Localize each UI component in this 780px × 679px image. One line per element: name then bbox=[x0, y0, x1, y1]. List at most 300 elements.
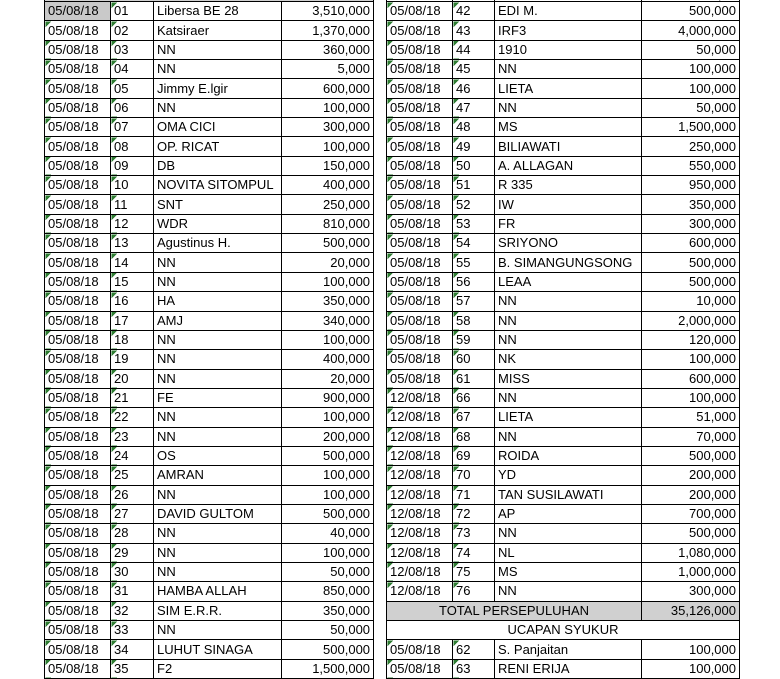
cell-name: DB bbox=[154, 156, 282, 175]
cell-name: NN bbox=[154, 350, 282, 369]
total-value: 35,126,000 bbox=[642, 601, 740, 620]
cell-no: 61 bbox=[453, 369, 495, 388]
cell-name: NN bbox=[495, 582, 642, 601]
total-label: TOTAL PERSEPULUHAN bbox=[387, 601, 642, 620]
cell-date: 05/08/18 bbox=[387, 214, 453, 233]
cell-no: 76 bbox=[453, 582, 495, 601]
cell-name: NN bbox=[154, 369, 282, 388]
cell-name: NN bbox=[495, 311, 642, 330]
cell-amount: 350,000 bbox=[282, 601, 374, 620]
cell-name: Libersa BE 28 bbox=[154, 2, 282, 21]
right-row bbox=[387, 350, 740, 369]
left-row bbox=[45, 543, 374, 562]
cell-date: 05/08/18 bbox=[45, 524, 111, 543]
cell-name: YD bbox=[495, 466, 642, 485]
cell-amount: 810,000 bbox=[282, 214, 374, 233]
cell-amount: 50,000 bbox=[282, 621, 374, 640]
cell-name: NN bbox=[154, 272, 282, 291]
left-row bbox=[45, 98, 374, 117]
right-row bbox=[387, 369, 740, 388]
cell-amount: 20,000 bbox=[282, 253, 374, 272]
right-row bbox=[387, 524, 740, 543]
cell-date: 12/08/18 bbox=[387, 562, 453, 581]
cell-name: NN bbox=[154, 60, 282, 79]
cell-amount: 360,000 bbox=[282, 40, 374, 59]
left-table bbox=[44, 0, 374, 679]
cell-no: 57 bbox=[453, 292, 495, 311]
cell-no: 20 bbox=[111, 369, 154, 388]
cell-amount: 100,000 bbox=[282, 137, 374, 156]
cell-name: NN bbox=[495, 427, 642, 446]
left-row bbox=[45, 485, 374, 504]
cell-date: 05/08/18 bbox=[45, 40, 111, 59]
cell-amount: 200,000 bbox=[282, 427, 374, 446]
cell-date: 05/08/18 bbox=[387, 98, 453, 117]
cell-no: 48 bbox=[453, 118, 495, 137]
left-row bbox=[45, 427, 374, 446]
cell-no: 75 bbox=[453, 562, 495, 581]
cell-amount: 1,000,000 bbox=[642, 562, 740, 581]
cell-name: DAVID GULTOM bbox=[154, 504, 282, 523]
cell-date: 05/08/18 bbox=[45, 485, 111, 504]
cell-date: 05/08/18 bbox=[387, 330, 453, 349]
cell-no: 59 bbox=[453, 330, 495, 349]
right-row bbox=[387, 446, 740, 465]
cell-no: 47 bbox=[453, 98, 495, 117]
cell-amount: 350,000 bbox=[642, 195, 740, 214]
cell-no: 50 bbox=[453, 156, 495, 175]
cell-amount: 120,000 bbox=[642, 330, 740, 349]
left-row bbox=[45, 466, 374, 485]
cell-no: 06 bbox=[111, 98, 154, 117]
cell-no: 32 bbox=[111, 601, 154, 620]
cell-amount: 2,000,000 bbox=[642, 311, 740, 330]
cell-name: IRF3 bbox=[495, 21, 642, 40]
cell-date: 05/08/18 bbox=[387, 40, 453, 59]
cell-name: LUHUT SINAGA bbox=[154, 640, 282, 659]
cell-amount: 100,000 bbox=[282, 330, 374, 349]
cell-name: NN bbox=[154, 621, 282, 640]
cell-name: NN bbox=[154, 543, 282, 562]
cell-name: LEAA bbox=[495, 272, 642, 291]
cell-date: 12/08/18 bbox=[387, 388, 453, 407]
cell-date: 05/08/18 bbox=[45, 253, 111, 272]
cell-no: 26 bbox=[111, 485, 154, 504]
cell-date: 05/08/18 bbox=[45, 214, 111, 233]
cell-amount: 500,000 bbox=[642, 524, 740, 543]
right-row bbox=[387, 466, 740, 485]
cell-date: 05/08/18 bbox=[45, 582, 111, 601]
cell-name: NN bbox=[495, 60, 642, 79]
cell-no: 30 bbox=[111, 562, 154, 581]
cell-name: S. Panjaitan bbox=[495, 640, 642, 659]
right-row bbox=[387, 543, 740, 562]
cell-no: 58 bbox=[453, 311, 495, 330]
cell-no: 43 bbox=[453, 21, 495, 40]
right-row bbox=[387, 214, 740, 233]
left-row bbox=[45, 504, 374, 523]
cell-date: 05/08/18 bbox=[45, 176, 111, 195]
cell-date: 05/08/18 bbox=[45, 79, 111, 98]
cell-date: 05/08/18 bbox=[45, 621, 111, 640]
cell-name: BILIAWATI bbox=[495, 137, 642, 156]
cell-name: EDI M. bbox=[495, 2, 642, 21]
cell-amount: 200,000 bbox=[642, 485, 740, 504]
cell-name: LIETA bbox=[495, 408, 642, 427]
cell-date: 05/08/18 bbox=[387, 350, 453, 369]
cell-date: 05/08/18 bbox=[45, 640, 111, 659]
cell-no: 17 bbox=[111, 311, 154, 330]
cell-amount: 300,000 bbox=[642, 582, 740, 601]
cell-amount: 550,000 bbox=[642, 156, 740, 175]
cell-no: 67 bbox=[453, 408, 495, 427]
cell-amount: 1,500,000 bbox=[642, 118, 740, 137]
cell-date: 05/08/18 bbox=[45, 118, 111, 137]
section-title-row bbox=[387, 621, 740, 640]
cell-amount: 1,080,000 bbox=[642, 543, 740, 562]
cell-name: ROIDA bbox=[495, 446, 642, 465]
cell-amount: 70,000 bbox=[642, 427, 740, 446]
cell-name: MISS bbox=[495, 369, 642, 388]
right-row bbox=[387, 388, 740, 407]
cell-name: AP bbox=[495, 504, 642, 523]
cell-no: 74 bbox=[453, 543, 495, 562]
cell-date: 05/08/18 bbox=[45, 427, 111, 446]
cell-amount: 500,000 bbox=[282, 446, 374, 465]
cell-no: 35 bbox=[111, 659, 154, 678]
left-row bbox=[45, 272, 374, 291]
cell-date: 05/08/18 bbox=[45, 137, 111, 156]
cell-date: 05/08/18 bbox=[45, 272, 111, 291]
right-row bbox=[387, 21, 740, 40]
cell-name: SNT bbox=[154, 195, 282, 214]
cell-date: 05/08/18 bbox=[45, 60, 111, 79]
right-row bbox=[387, 60, 740, 79]
cell-amount: 400,000 bbox=[282, 176, 374, 195]
cell-no: 68 bbox=[453, 427, 495, 446]
cell-name: IW bbox=[495, 195, 642, 214]
cell-date: 05/08/18 bbox=[45, 234, 111, 253]
cell-no: 13 bbox=[111, 234, 154, 253]
cell-date: 05/08/18 bbox=[45, 466, 111, 485]
cell-date: 05/08/18 bbox=[387, 659, 453, 678]
right-row bbox=[387, 582, 740, 601]
cell-amount: 50,000 bbox=[642, 40, 740, 59]
cell-name: OS bbox=[154, 446, 282, 465]
cell-no: 62 bbox=[453, 640, 495, 659]
cell-no: 21 bbox=[111, 388, 154, 407]
cell-name: NN bbox=[495, 98, 642, 117]
cell-date: 05/08/18 bbox=[45, 601, 111, 620]
cell-date: 12/08/18 bbox=[387, 543, 453, 562]
cell-no: 27 bbox=[111, 504, 154, 523]
right-row bbox=[387, 118, 740, 137]
right-row bbox=[387, 504, 740, 523]
cell-no: 66 bbox=[453, 388, 495, 407]
cell-name: A. ALLAGAN bbox=[495, 156, 642, 175]
cell-name: NN bbox=[154, 40, 282, 59]
right-row bbox=[387, 2, 740, 21]
right-row bbox=[387, 272, 740, 291]
left-row bbox=[45, 640, 374, 659]
cell-date: 05/08/18 bbox=[387, 272, 453, 291]
cell-date: 05/08/18 bbox=[45, 369, 111, 388]
cell-no: 28 bbox=[111, 524, 154, 543]
cell-no: 15 bbox=[111, 272, 154, 291]
cell-no: 45 bbox=[453, 60, 495, 79]
right-row bbox=[387, 485, 740, 504]
cell-name: NN bbox=[154, 485, 282, 504]
cell-amount: 100,000 bbox=[282, 543, 374, 562]
cell-date: 05/08/18 bbox=[387, 118, 453, 137]
cell-no: 69 bbox=[453, 446, 495, 465]
cell-amount: 500,000 bbox=[282, 640, 374, 659]
cell-amount: 20,000 bbox=[282, 369, 374, 388]
cell-date: 05/08/18 bbox=[387, 156, 453, 175]
cell-no: 08 bbox=[111, 137, 154, 156]
cell-amount: 600,000 bbox=[282, 79, 374, 98]
cell-amount: 50,000 bbox=[642, 98, 740, 117]
cell-name: MS bbox=[495, 562, 642, 581]
left-row bbox=[45, 234, 374, 253]
cell-name: NOVITA SITOMPUL bbox=[154, 176, 282, 195]
cell-no: 02 bbox=[111, 21, 154, 40]
cell-name: Jimmy E.lgir bbox=[154, 79, 282, 98]
right-row bbox=[387, 311, 740, 330]
cell-amount: 5,000 bbox=[282, 60, 374, 79]
cell-amount: 100,000 bbox=[642, 388, 740, 407]
right-row bbox=[387, 79, 740, 98]
cell-amount: 600,000 bbox=[642, 234, 740, 253]
cell-name: HAMBA ALLAH bbox=[154, 582, 282, 601]
cell-name: NN bbox=[154, 253, 282, 272]
cell-no: 42 bbox=[453, 2, 495, 21]
left-row bbox=[45, 118, 374, 137]
cell-amount: 100,000 bbox=[642, 60, 740, 79]
cell-date: 05/08/18 bbox=[387, 21, 453, 40]
cell-no: 33 bbox=[111, 621, 154, 640]
cell-name: FR bbox=[495, 214, 642, 233]
cell-amount: 100,000 bbox=[282, 272, 374, 291]
cell-amount: 100,000 bbox=[282, 98, 374, 117]
cell-no: 11 bbox=[111, 195, 154, 214]
cell-date: 05/08/18 bbox=[387, 640, 453, 659]
left-row bbox=[45, 137, 374, 156]
cell-no: 46 bbox=[453, 79, 495, 98]
cell-name: NN bbox=[154, 427, 282, 446]
cell-amount: 200,000 bbox=[642, 466, 740, 485]
cell-date: 12/08/18 bbox=[387, 524, 453, 543]
cell-no: 60 bbox=[453, 350, 495, 369]
right-row bbox=[387, 427, 740, 446]
left-row bbox=[45, 446, 374, 465]
left-row bbox=[45, 214, 374, 233]
cell-no: 56 bbox=[453, 272, 495, 291]
cell-no: 25 bbox=[111, 466, 154, 485]
cell-date: 12/08/18 bbox=[387, 504, 453, 523]
cell-date: 05/08/18 bbox=[387, 79, 453, 98]
left-row bbox=[45, 176, 374, 195]
cell-date: 12/08/18 bbox=[387, 466, 453, 485]
cell-no: 44 bbox=[453, 40, 495, 59]
right-row bbox=[387, 292, 740, 311]
cell-date: 12/08/18 bbox=[387, 582, 453, 601]
cell-date: 05/08/18 bbox=[387, 311, 453, 330]
cell-amount: 40,000 bbox=[282, 524, 374, 543]
cell-date: 05/08/18 bbox=[387, 137, 453, 156]
cell-date: 05/08/18 bbox=[387, 253, 453, 272]
cell-amount: 10,000 bbox=[642, 292, 740, 311]
cell-no: 14 bbox=[111, 253, 154, 272]
cell-date: 05/08/18 bbox=[45, 195, 111, 214]
cell-date: 05/08/18 bbox=[45, 388, 111, 407]
cell-amount: 1,370,000 bbox=[282, 21, 374, 40]
cell-amount: 340,000 bbox=[282, 311, 374, 330]
cell-date: 05/08/18 bbox=[45, 292, 111, 311]
cell-no: 70 bbox=[453, 466, 495, 485]
cell-name: Katsiraer bbox=[154, 21, 282, 40]
cell-no: 09 bbox=[111, 156, 154, 175]
cell-date: 05/08/18 bbox=[45, 21, 111, 40]
cell-amount: 300,000 bbox=[642, 214, 740, 233]
cell-amount: 700,000 bbox=[642, 504, 740, 523]
cell-name: NN bbox=[154, 330, 282, 349]
cell-name: SRIYONO bbox=[495, 234, 642, 253]
cell-date: 05/08/18 bbox=[45, 311, 111, 330]
cell-amount: 250,000 bbox=[282, 195, 374, 214]
cell-amount: 100,000 bbox=[282, 466, 374, 485]
left-row bbox=[45, 582, 374, 601]
cell-no: 05 bbox=[111, 79, 154, 98]
cell-amount: 100,000 bbox=[282, 408, 374, 427]
cell-no: 24 bbox=[111, 446, 154, 465]
cell-amount: 3,510,000 bbox=[282, 2, 374, 21]
cell-date: 05/08/18 bbox=[45, 408, 111, 427]
cell-name: LIETA bbox=[495, 79, 642, 98]
left-row bbox=[45, 311, 374, 330]
right-row bbox=[387, 253, 740, 272]
cell-name: Agustinus H. bbox=[154, 234, 282, 253]
syukur-row bbox=[387, 659, 740, 678]
total-row bbox=[387, 601, 740, 620]
cell-name: OP. RICAT bbox=[154, 137, 282, 156]
cell-date: 12/08/18 bbox=[387, 485, 453, 504]
cell-name: NN bbox=[154, 524, 282, 543]
right-row bbox=[387, 562, 740, 581]
cell-name: WDR bbox=[154, 214, 282, 233]
left-row bbox=[45, 2, 374, 21]
cell-date: 05/08/18 bbox=[45, 330, 111, 349]
cell-date: 05/08/18 bbox=[387, 2, 453, 21]
cell-date: 12/08/18 bbox=[387, 446, 453, 465]
left-row bbox=[45, 350, 374, 369]
left-row bbox=[45, 408, 374, 427]
left-row bbox=[45, 60, 374, 79]
cell-no: 10 bbox=[111, 176, 154, 195]
cell-date: 05/08/18 bbox=[45, 350, 111, 369]
cell-no: 18 bbox=[111, 330, 154, 349]
left-row bbox=[45, 21, 374, 40]
left-row bbox=[45, 601, 374, 620]
cell-amount: 850,000 bbox=[282, 582, 374, 601]
cell-no: 29 bbox=[111, 543, 154, 562]
cell-date: 12/08/18 bbox=[387, 427, 453, 446]
cell-no: 73 bbox=[453, 524, 495, 543]
right-row bbox=[387, 137, 740, 156]
cell-name: HA bbox=[154, 292, 282, 311]
cell-amount: 100,000 bbox=[282, 485, 374, 504]
cell-no: 55 bbox=[453, 253, 495, 272]
cell-name: FE bbox=[154, 388, 282, 407]
cell-no: 54 bbox=[453, 234, 495, 253]
cell-amount: 950,000 bbox=[642, 176, 740, 195]
cell-date: 05/08/18 bbox=[45, 156, 111, 175]
cell-no: 22 bbox=[111, 408, 154, 427]
cell-date: 05/08/18 bbox=[387, 60, 453, 79]
right-row bbox=[387, 195, 740, 214]
cell-date: 05/08/18 bbox=[45, 543, 111, 562]
cell-amount: 600,000 bbox=[642, 369, 740, 388]
cell-amount: 1,500,000 bbox=[282, 659, 374, 678]
cell-no: 03 bbox=[111, 40, 154, 59]
cell-name: NL bbox=[495, 543, 642, 562]
cell-no: 49 bbox=[453, 137, 495, 156]
cell-no: 16 bbox=[111, 292, 154, 311]
cell-amount: 500,000 bbox=[642, 272, 740, 291]
left-row bbox=[45, 524, 374, 543]
cell-amount: 100,000 bbox=[642, 640, 740, 659]
cell-no: 23 bbox=[111, 427, 154, 446]
cell-no: 52 bbox=[453, 195, 495, 214]
cell-no: 04 bbox=[111, 60, 154, 79]
cell-no: 71 bbox=[453, 485, 495, 504]
cell-date: 12/08/18 bbox=[387, 408, 453, 427]
cell-name: TAN SUSILAWATI bbox=[495, 485, 642, 504]
left-row bbox=[45, 40, 374, 59]
cell-name: NN bbox=[495, 330, 642, 349]
cell-name: NN bbox=[495, 524, 642, 543]
cell-amount: 500,000 bbox=[282, 234, 374, 253]
cell-name: NN bbox=[154, 98, 282, 117]
cell-amount: 100,000 bbox=[642, 659, 740, 678]
cell-date: 05/08/18 bbox=[387, 369, 453, 388]
cell-amount: 250,000 bbox=[642, 137, 740, 156]
cell-no: 31 bbox=[111, 582, 154, 601]
right-row bbox=[387, 156, 740, 175]
cell-no: 51 bbox=[453, 176, 495, 195]
cell-amount: 4,000,000 bbox=[642, 21, 740, 40]
cell-date: 05/08/18 bbox=[45, 504, 111, 523]
cell-no: 63 bbox=[453, 659, 495, 678]
cell-amount: 100,000 bbox=[642, 350, 740, 369]
cell-name: MS bbox=[495, 118, 642, 137]
left-row bbox=[45, 156, 374, 175]
cell-amount: 500,000 bbox=[282, 504, 374, 523]
cell-name: R 335 bbox=[495, 176, 642, 195]
cell-no: 01 bbox=[111, 2, 154, 21]
left-row bbox=[45, 659, 374, 678]
cell-no: 34 bbox=[111, 640, 154, 659]
cell-no: 72 bbox=[453, 504, 495, 523]
cell-amount: 500,000 bbox=[642, 2, 740, 21]
cell-amount: 500,000 bbox=[642, 253, 740, 272]
cell-date: 05/08/18 bbox=[45, 446, 111, 465]
cell-amount: 50,000 bbox=[282, 562, 374, 581]
cell-amount: 150,000 bbox=[282, 156, 374, 175]
cell-name: AMRAN bbox=[154, 466, 282, 485]
cell-name: B. SIMANGUNGSONG bbox=[495, 253, 642, 272]
cell-name: SIM E.R.R. bbox=[154, 601, 282, 620]
